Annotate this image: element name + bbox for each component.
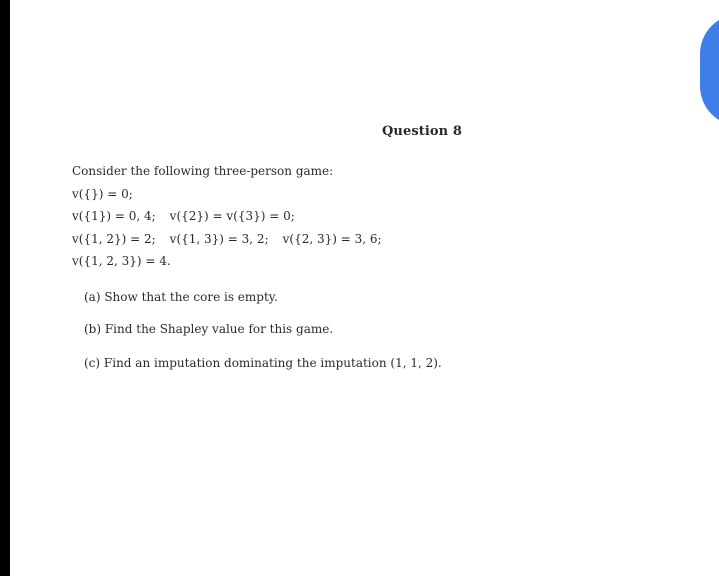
- equation-line-3: [72, 232, 382, 246]
- question-part-b: (b) Find the Shapley value for this game.: [84, 322, 334, 336]
- equation-empty-set: v({}) = 0;: [72, 187, 133, 201]
- question-part-a: (a) Show that the core is empty.: [84, 290, 278, 304]
- equation-v123: v({1, 2, 3}) = 4.: [72, 254, 171, 268]
- equation-line-2: [72, 209, 295, 223]
- equation-v23: v({2, 3}) = 3, 6;: [282, 232, 382, 246]
- equation-v2-v3: v({2}) = v({3}) = 0;: [169, 209, 295, 223]
- equation-v13: v({1, 3}) = 3, 2;: [169, 232, 269, 246]
- equation-line-1: [72, 187, 133, 201]
- equation-v12: v({1, 2}) = 2;: [72, 232, 156, 246]
- equation-line-4: [72, 254, 171, 268]
- equation-v1: v({1}) = 0, 4;: [72, 209, 156, 223]
- side-tab-button[interactable]: [700, 14, 719, 126]
- intro-text: Consider the following three-person game:: [72, 164, 334, 178]
- question-part-c: (c) Find an imputation dominating the imputation (1, 1, 2).: [84, 356, 442, 370]
- question-title: Question 8: [382, 124, 463, 139]
- document-page: [10, 0, 719, 576]
